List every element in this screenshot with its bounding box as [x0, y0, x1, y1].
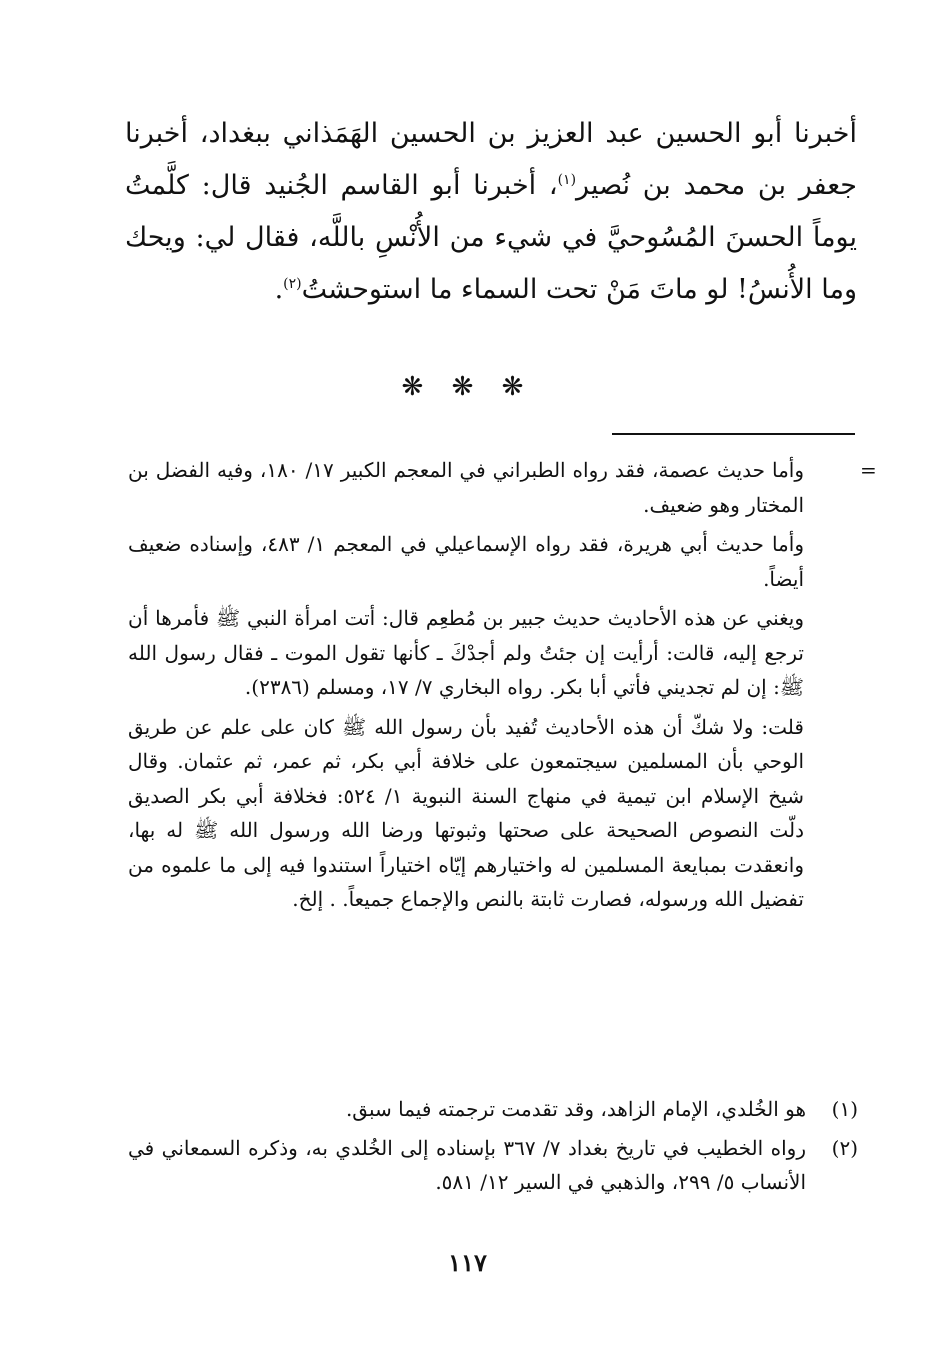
note-paragraph: قلت: ولا شكّ أن هذه الأحاديث تُفيد بأن رسول الله ﷺ كان على علم عن طريق الوحي بأن المسلمين سيجتمعون على خلافة أبي بكر، ثم عمر، ثم عثمان. وقال شيخ الإسلام ابن تيمية في منهاج السنة النبوية ١/ ٥٢٤: فخلافة أبي بكر الصديق دلّت النصوص الصحيحة على صحتها وثبوتها ورضا الله ورسول الله ﷺ له بها، وانعقدت بمبايعة المسلمين له واختيارهم إيّاه اختياراً استندوا فيه إلى ما علموه من تفضيل الله ورسوله، فصارت ثابتة بالنص والإجماع جميعاً. . إلخ.	[128, 714, 804, 911]
section-separator: ❋ ❋ ❋	[401, 372, 534, 402]
continued-footnote	[128, 453, 804, 922]
main-paragraph-middle: ، أخبرنا أبو القاسم الجُنيد قال: كلَّمتُ يوماً الحسنَ المُسُوحيَّ في شيء من الأُنْسِ باللَّه، فقال لي: ويحك وما الأُنسُ! لو ماتَ مَنْ تحت السماء ما استوحشتُ	[125, 170, 857, 305]
main-paragraph	[125, 108, 857, 316]
continuation-mark: =	[860, 458, 877, 482]
footnote-number: (١)	[831, 1097, 858, 1121]
footnote-rule	[612, 433, 855, 435]
footnote-number: (٢)	[831, 1135, 858, 1160]
footnote-text: هو الخُلدي، الإمام الزاهد، وقد تقدمت ترجمته فيما سبق.	[345, 1097, 806, 1121]
note-paragraph: وأما حديث عصمة، فقد رواه الطبراني في المعجم الكبير ١٧/ ١٨٠، وفيه الفضل بن المختار وهو ضعيف.	[128, 458, 804, 517]
main-paragraph-start: أخبرنا أبو الحسين عبد العزيز بن الحسين الهَمَذاني ببغداد، أخبرنا جعفر بن محمد بن نُصير	[125, 118, 857, 201]
footnotes	[128, 1092, 858, 1204]
note-paragraph: وأما حديث أبي هريرة، فقد رواه الإسماعيلي في المعجم ١/ ٤٨٣، وإسناده ضعيف أيضاً.	[128, 532, 804, 591]
footnote-text: رواه الخطيب في تاريخ بغداد ٧/ ٣٦٧ بإسناده إلى الخُلدي به، وذكره السمعاني في الأنساب ٥/ ٢٩٩، والذهبي في السير ١٢/ ٥٨١.	[128, 1135, 806, 1194]
footnote-2	[128, 1131, 858, 1200]
footnote-1	[128, 1092, 858, 1127]
main-paragraph-end: .	[274, 274, 284, 305]
footnote-ref-1: (١)	[557, 172, 577, 188]
footnote-ref-2: (٢)	[283, 276, 302, 292]
page-number: ١١٧	[448, 1248, 487, 1277]
note-paragraph: ويغني عن هذه الأحاديث حديث جبير بن مُطعِم قال: أتت امرأة النبي ﷺ فأمرها أن ترجع إليه، قالت: أرأيت إن جئتُ ولم أجدْكَ ـ كأنها تقول الموت ـ فقال رسول الله ﷺ: إن لم تجديني فأتي أبا بكر. رواه البخاري ٧/ ١٧، ومسلم (٢٣٨٦).	[128, 606, 805, 699]
main-text	[125, 108, 857, 316]
